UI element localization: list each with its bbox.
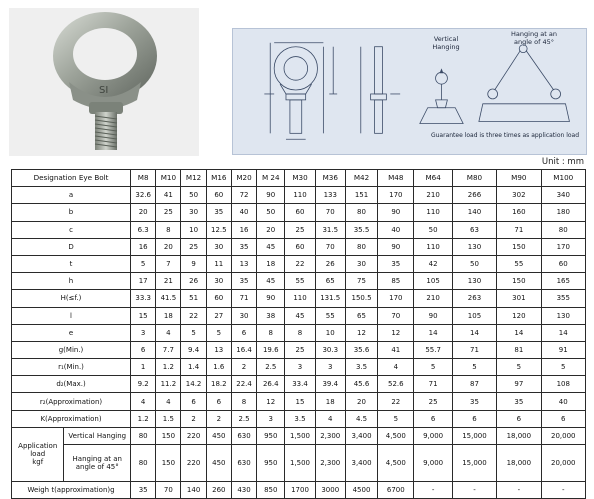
table-cell: 55 <box>315 307 345 324</box>
table-cell: 11 <box>206 255 231 272</box>
table-cell: 60 <box>285 204 315 221</box>
table-cell: 301 <box>497 290 541 307</box>
bolt-stamp-mark: SI <box>99 85 109 96</box>
table-row <box>12 482 586 499</box>
table-cell: 3 <box>257 410 285 427</box>
table-cell: 81 <box>497 341 541 358</box>
table-cell: 51 <box>181 290 206 307</box>
table-cell: 45 <box>257 238 285 255</box>
table-cell: 20 <box>156 238 181 255</box>
table-cell: 3.5 <box>345 359 377 376</box>
table-row <box>12 359 586 376</box>
table-cell: 63 <box>452 221 496 238</box>
table-cell: 14 <box>452 324 496 341</box>
table-cell: 220 <box>181 427 206 444</box>
table-cell: 9,000 <box>414 445 452 482</box>
table-cell: 30 <box>231 307 256 324</box>
table-cell: 5 <box>181 324 206 341</box>
table-cell: 4 <box>156 393 181 410</box>
table-cell: 2 <box>206 410 231 427</box>
table-cell: 5 <box>206 324 231 341</box>
table-cell: 20,000 <box>541 427 585 444</box>
table-cell: 5 <box>497 359 541 376</box>
table-cell: 35 <box>231 273 256 290</box>
header-size-cell: M8 <box>131 170 156 187</box>
table-cell: 90 <box>378 204 414 221</box>
table-cell: 60 <box>541 255 585 272</box>
table-cell: 40 <box>541 393 585 410</box>
table-row <box>12 324 586 341</box>
table-cell: 10 <box>315 324 345 341</box>
table-cell: 4,500 <box>378 427 414 444</box>
header-size-cell: M48 <box>378 170 414 187</box>
table-cell: 90 <box>414 307 452 324</box>
table-cell: 41.5 <box>156 290 181 307</box>
table-cell: 170 <box>378 290 414 307</box>
table-row <box>12 255 586 272</box>
table-cell: 4 <box>156 324 181 341</box>
table-cell: 32.6 <box>131 187 156 204</box>
table-cell: 72 <box>231 187 256 204</box>
table-cell: 170 <box>378 187 414 204</box>
table-row <box>12 341 586 358</box>
table-cell: 40 <box>378 221 414 238</box>
header-size-cell: M64 <box>414 170 452 187</box>
header-size-cell: M20 <box>231 170 256 187</box>
table-cell: 80 <box>345 204 377 221</box>
table-row <box>12 393 586 410</box>
table-cell: 71 <box>231 290 256 307</box>
table-cell: 19.6 <box>257 341 285 358</box>
table-cell: 17 <box>131 273 156 290</box>
table-cell: 15,000 <box>452 445 496 482</box>
table-cell: 150 <box>497 273 541 290</box>
table-cell: 151 <box>345 187 377 204</box>
table-cell: 150 <box>156 427 181 444</box>
table-cell: 263 <box>452 290 496 307</box>
table-cell: 21 <box>156 273 181 290</box>
table-cell: 110 <box>285 187 315 204</box>
table-cell: 13 <box>206 341 231 358</box>
table-cell: 12 <box>257 393 285 410</box>
header-size-cell: M12 <box>181 170 206 187</box>
table-cell: 355 <box>541 290 585 307</box>
table-cell: 60 <box>206 290 231 307</box>
table-cell: 6 <box>452 410 496 427</box>
table-cell: 85 <box>378 273 414 290</box>
angle-hanging-label: Hanging at an angle of 45° <box>511 30 557 46</box>
table-cell: 130 <box>452 273 496 290</box>
table-cell: 35 <box>231 238 256 255</box>
table-cell: 6700 <box>378 482 414 499</box>
eye-bolt-spec-table <box>11 169 586 499</box>
table-cell: 630 <box>231 427 256 444</box>
table-cell: 14 <box>541 324 585 341</box>
row-label-cell: H(≤f.) <box>12 290 131 307</box>
table-cell: 35 <box>452 393 496 410</box>
table-cell: 70 <box>315 204 345 221</box>
vertical-hanging-row-label: Vertical Hanging <box>64 427 131 444</box>
table-cell: 9.2 <box>131 376 156 393</box>
table-cell: 110 <box>285 290 315 307</box>
table-cell: 302 <box>497 187 541 204</box>
table-cell: 13 <box>231 255 256 272</box>
table-cell: 6 <box>414 410 452 427</box>
table-cell: 18 <box>257 255 285 272</box>
table-cell: 6 <box>497 410 541 427</box>
table-cell: 26 <box>315 255 345 272</box>
table-cell: 5 <box>414 359 452 376</box>
guarantee-note: Guarantee load is three times as application load <box>430 132 580 139</box>
row-label-cell: c <box>12 221 131 238</box>
table-cell: 6 <box>541 410 585 427</box>
table-cell: 18 <box>315 393 345 410</box>
table-cell: 25 <box>414 393 452 410</box>
table-cell: 30.3 <box>315 341 345 358</box>
table-row <box>12 290 586 307</box>
table-cell: 950 <box>257 445 285 482</box>
table-cell: 22 <box>285 255 315 272</box>
table-cell: 80 <box>541 221 585 238</box>
table-cell: 55.7 <box>414 341 452 358</box>
table-cell: 20 <box>257 221 285 238</box>
table-cell: 18.2 <box>206 376 231 393</box>
table-cell: 70 <box>156 482 181 499</box>
table-cell: 8 <box>285 324 315 341</box>
table-cell: 120 <box>497 307 541 324</box>
table-cell: 14.2 <box>181 376 206 393</box>
table-cell: 210 <box>414 187 452 204</box>
table-cell: 50 <box>257 204 285 221</box>
table-row <box>12 204 586 221</box>
table-cell: 2 <box>181 410 206 427</box>
table-cell: 50 <box>181 187 206 204</box>
table-cell: 630 <box>231 445 256 482</box>
table-cell: 65 <box>315 273 345 290</box>
table-cell: 33.4 <box>285 376 315 393</box>
table-cell: 4.5 <box>345 410 377 427</box>
row-label-cell: t <box>12 255 131 272</box>
table-cell: 35 <box>131 482 156 499</box>
table-cell: 2.5 <box>231 410 256 427</box>
table-cell: 4500 <box>345 482 377 499</box>
table-cell: 133 <box>315 187 345 204</box>
table-cell: 130 <box>452 238 496 255</box>
header-size-cell: M10 <box>156 170 181 187</box>
table-cell: 2 <box>231 359 256 376</box>
table-cell: 70 <box>315 238 345 255</box>
table-cell: 950 <box>257 427 285 444</box>
table-cell: 60 <box>285 238 315 255</box>
table-cell: 30 <box>206 238 231 255</box>
table-cell: 260 <box>206 482 231 499</box>
header-size-cell: M30 <box>285 170 315 187</box>
table-cell: 33.3 <box>131 290 156 307</box>
table-cell: 20 <box>345 393 377 410</box>
table-cell: 91 <box>541 341 585 358</box>
table-row <box>12 376 586 393</box>
vertical-hanging-label: Vertical Hanging <box>432 35 460 51</box>
table-cell: 52.6 <box>378 376 414 393</box>
header-size-cell: M100 <box>541 170 585 187</box>
table-cell: 8 <box>257 324 285 341</box>
table-row <box>12 410 586 427</box>
table-cell: 35.6 <box>345 341 377 358</box>
table-cell: 22 <box>181 307 206 324</box>
table-cell: 55 <box>497 255 541 272</box>
table-cell: 16 <box>131 238 156 255</box>
table-cell: 1.6 <box>206 359 231 376</box>
table-cell: 6 <box>131 341 156 358</box>
table-cell: 20 <box>131 204 156 221</box>
header-size-cell: M 24 <box>257 170 285 187</box>
table-cell: 71 <box>414 376 452 393</box>
application-load-label: Application load kgf <box>12 427 64 481</box>
table-cell: 87 <box>452 376 496 393</box>
table-cell: 18,000 <box>497 445 541 482</box>
table-cell: 12 <box>345 324 377 341</box>
table-cell: 18,000 <box>497 427 541 444</box>
table-cell: 65 <box>345 307 377 324</box>
table-cell: 41 <box>378 341 414 358</box>
table-cell: 5 <box>541 359 585 376</box>
table-cell: 27 <box>206 307 231 324</box>
table-cell: 131.5 <box>315 290 345 307</box>
table-row <box>12 445 586 482</box>
table-cell: 26.4 <box>257 376 285 393</box>
table-cell: 5 <box>131 255 156 272</box>
header-designation-cell: Designation Eye Bolt <box>12 170 131 187</box>
table-cell: 30 <box>181 204 206 221</box>
table-cell: 3000 <box>315 482 345 499</box>
table-cell: 3,400 <box>345 445 377 482</box>
spec-table-body <box>12 170 586 499</box>
table-cell: 18 <box>156 307 181 324</box>
table-cell: 3.5 <box>285 410 315 427</box>
table-cell: 1 <box>131 359 156 376</box>
table-cell: 35 <box>497 393 541 410</box>
table-cell: 60 <box>206 187 231 204</box>
table-cell: 26 <box>181 273 206 290</box>
row-label-cell: a <box>12 187 131 204</box>
eye-bolt-photo <box>9 8 199 156</box>
table-cell: 12.5 <box>206 221 231 238</box>
header-size-cell: M36 <box>315 170 345 187</box>
table-cell: 25 <box>156 204 181 221</box>
table-cell: 30 <box>345 255 377 272</box>
table-cell: 1,500 <box>285 427 315 444</box>
table-cell: 6 <box>206 393 231 410</box>
table-cell: 50 <box>452 255 496 272</box>
weight-row-label: Weigh t(approximation)g <box>12 482 131 499</box>
table-cell: 45.6 <box>345 376 377 393</box>
table-cell: 40 <box>231 204 256 221</box>
row-label-cell: g(Min.) <box>12 341 131 358</box>
table-cell: 1,500 <box>285 445 315 482</box>
table-cell: 340 <box>541 187 585 204</box>
table-cell: 1.2 <box>131 410 156 427</box>
table-cell: 25 <box>285 341 315 358</box>
table-cell: 90 <box>257 290 285 307</box>
table-cell: 80 <box>131 445 156 482</box>
table-cell: 6 <box>181 393 206 410</box>
header-size-cell: M90 <box>497 170 541 187</box>
table-cell: 14 <box>414 324 452 341</box>
table-cell: 50 <box>414 221 452 238</box>
table-cell: 1.2 <box>156 359 181 376</box>
table-cell: 70 <box>378 307 414 324</box>
table-cell: 5 <box>452 359 496 376</box>
row-label-cell: D <box>12 238 131 255</box>
table-cell: 9,000 <box>414 427 452 444</box>
table-cell: 8 <box>156 221 181 238</box>
table-cell: 4 <box>131 393 156 410</box>
table-cell: 1.4 <box>181 359 206 376</box>
row-label-cell: r₁(Min.) <box>12 359 131 376</box>
table-cell: 55 <box>285 273 315 290</box>
table-cell: - <box>541 482 585 499</box>
table-row <box>12 427 586 444</box>
table-cell: 71 <box>452 341 496 358</box>
table-cell: 4 <box>315 410 345 427</box>
row-label-cell: h <box>12 273 131 290</box>
header-size-cell: M80 <box>452 170 496 187</box>
table-cell: 110 <box>414 204 452 221</box>
table-cell: 25 <box>181 238 206 255</box>
table-cell: 2.5 <box>257 359 285 376</box>
table-cell: 4 <box>378 359 414 376</box>
row-label-cell: d₂(Max.) <box>12 376 131 393</box>
table-cell: 9 <box>181 255 206 272</box>
table-cell: 80 <box>345 238 377 255</box>
table-cell: 15 <box>131 307 156 324</box>
table-cell: 3 <box>315 359 345 376</box>
table-cell: 1.5 <box>156 410 181 427</box>
table-cell: 14 <box>497 324 541 341</box>
eye-bolt-image <box>9 8 199 156</box>
table-cell: 160 <box>497 204 541 221</box>
table-cell: 3 <box>131 324 156 341</box>
table-cell: 450 <box>206 427 231 444</box>
table-cell: 8 <box>231 393 256 410</box>
table-cell: 12 <box>378 324 414 341</box>
table-cell: 105 <box>452 307 496 324</box>
angle-hanging-row-label: Hanging at an angle of 45° <box>64 445 131 482</box>
table-cell: 130 <box>541 307 585 324</box>
header-size-cell: M42 <box>345 170 377 187</box>
table-cell: 140 <box>452 204 496 221</box>
table-cell: 150 <box>156 445 181 482</box>
table-cell: 5 <box>378 410 414 427</box>
table-cell: 105 <box>414 273 452 290</box>
table-cell: 7.7 <box>156 341 181 358</box>
table-row <box>12 273 586 290</box>
table-cell: - <box>452 482 496 499</box>
table-cell: 22 <box>378 393 414 410</box>
table-cell: 150 <box>497 238 541 255</box>
table-cell: 6.3 <box>131 221 156 238</box>
table-cell: 170 <box>541 238 585 255</box>
table-cell: 10 <box>181 221 206 238</box>
table-cell: 35.5 <box>345 221 377 238</box>
table-row <box>12 170 586 187</box>
table-cell: 2,300 <box>315 427 345 444</box>
table-cell: 2,300 <box>315 445 345 482</box>
row-label-cell: b <box>12 204 131 221</box>
table-cell: 30 <box>206 273 231 290</box>
table-cell: 31.5 <box>315 221 345 238</box>
table-cell: 7 <box>156 255 181 272</box>
table-cell: 1700 <box>285 482 315 499</box>
table-cell: 80 <box>131 427 156 444</box>
table-cell: 15 <box>285 393 315 410</box>
row-label-cell: K(Approximation) <box>12 410 131 427</box>
table-cell: 266 <box>452 187 496 204</box>
table-cell: 220 <box>181 445 206 482</box>
table-cell: 75 <box>345 273 377 290</box>
table-cell: 97 <box>497 376 541 393</box>
table-row <box>12 238 586 255</box>
table-cell: 16 <box>231 221 256 238</box>
table-cell: 450 <box>206 445 231 482</box>
table-cell: 180 <box>541 204 585 221</box>
header-size-cell: M16 <box>206 170 231 187</box>
table-cell: 150.5 <box>345 290 377 307</box>
table-cell: 110 <box>414 238 452 255</box>
table-cell: 15,000 <box>452 427 496 444</box>
table-cell: 3 <box>285 359 315 376</box>
table-cell: 25 <box>285 221 315 238</box>
table-cell: 4,500 <box>378 445 414 482</box>
table-cell: 90 <box>257 187 285 204</box>
table-cell: 45 <box>285 307 315 324</box>
row-label-cell: r₂(Approximation) <box>12 393 131 410</box>
table-cell: 90 <box>378 238 414 255</box>
table-cell: 41 <box>156 187 181 204</box>
row-label-cell: e <box>12 324 131 341</box>
table-cell: 210 <box>414 290 452 307</box>
row-label-cell: l <box>12 307 131 324</box>
table-cell: 38 <box>257 307 285 324</box>
table-cell: 9.4 <box>181 341 206 358</box>
table-cell: 22.4 <box>231 376 256 393</box>
table-cell: 850 <box>257 482 285 499</box>
unit-label: Unit : mm <box>541 157 584 167</box>
table-cell: 35 <box>378 255 414 272</box>
table-cell: 165 <box>541 273 585 290</box>
table-cell: 11.2 <box>156 376 181 393</box>
table-cell: 3,400 <box>345 427 377 444</box>
technical-drawing <box>232 28 587 155</box>
table-row <box>12 307 586 324</box>
table-cell: - <box>497 482 541 499</box>
table-cell: 140 <box>181 482 206 499</box>
table-cell: 35 <box>206 204 231 221</box>
table-cell: 45 <box>257 273 285 290</box>
table-cell: 108 <box>541 376 585 393</box>
table-cell: 20,000 <box>541 445 585 482</box>
table-cell: 42 <box>414 255 452 272</box>
table-cell: 6 <box>231 324 256 341</box>
table-row <box>12 221 586 238</box>
table-cell: 430 <box>231 482 256 499</box>
table-row <box>12 187 586 204</box>
table-cell: 16.4 <box>231 341 256 358</box>
table-cell: 71 <box>497 221 541 238</box>
table-cell: 39.4 <box>315 376 345 393</box>
table-cell: - <box>414 482 452 499</box>
